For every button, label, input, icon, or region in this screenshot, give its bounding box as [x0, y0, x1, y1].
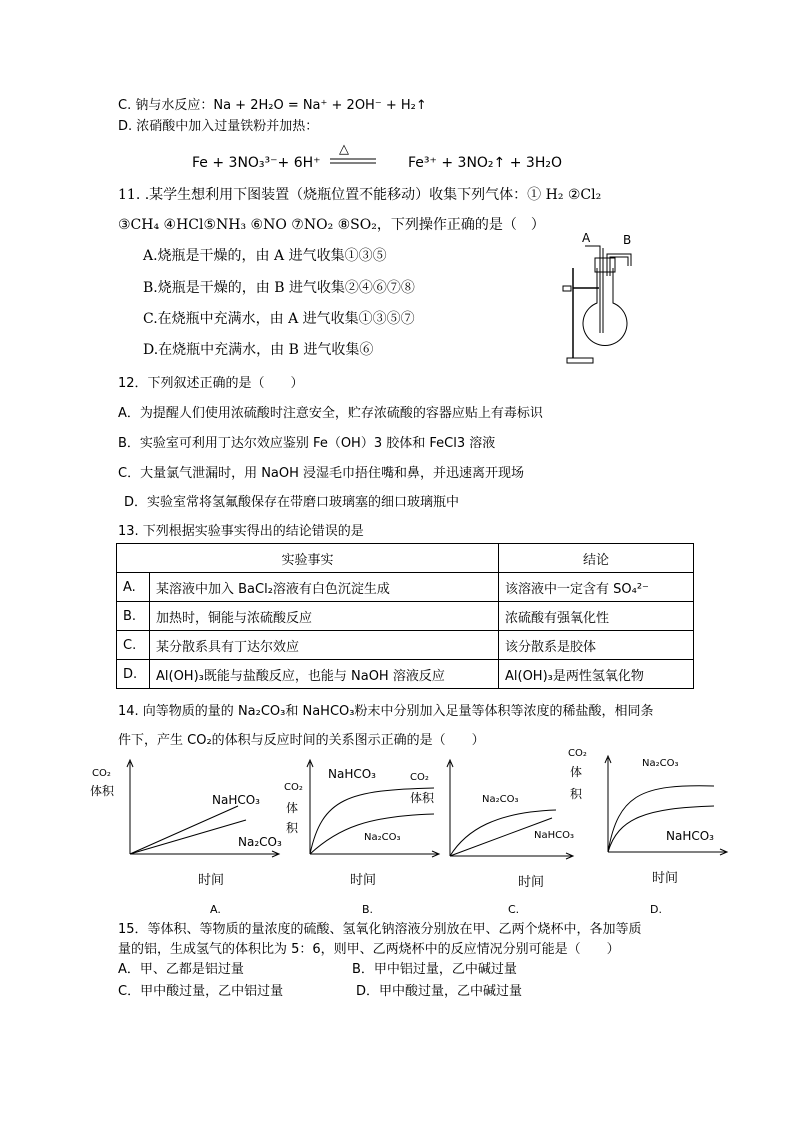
q10-equation-left: Fe + 3NO₃³⁻+ 6H⁺	[192, 155, 321, 171]
q11-stem-line2: ③CH₄ ④HCl⑤NH₃ ⑥NO ⑦NO₂ ⑧SO₂，下列操作正确的是（ ）	[118, 217, 545, 233]
graph-b-ylabel-3: 积	[286, 821, 299, 835]
graph-b-curve-lower: Na₂CO₃	[364, 832, 401, 843]
graph-a-xlabel: 时间	[198, 873, 225, 888]
row-conclusion: 该分散系是胶体	[499, 631, 694, 660]
q11-stem-line1: 11. .某学生想利用下图装置（烧瓶位置不能移动）收集下列气体：① H₂ ②Cl₂	[118, 187, 602, 203]
q13-table	[116, 543, 694, 689]
row-conclusion: 该溶液中一定含有 SO₄²⁻	[499, 573, 694, 602]
q10-option-d: D. 浓硝酸中加入过量铁粉并加热：	[118, 119, 319, 134]
table-row	[117, 660, 694, 689]
graph-c	[406, 758, 578, 923]
header-fact: 实验事实	[117, 544, 499, 573]
row-fact: 加热时，铜能与浓硫酸反应	[150, 602, 499, 631]
graph-b-ylabel-1: CO₂	[284, 782, 303, 793]
q12-stem: 12．下列叙述正确的是（ ）	[118, 376, 304, 391]
q11-option-b: B.烧瓶是干燥的，由 B 进气收集②④⑥⑦⑧	[143, 280, 415, 296]
table-header-row	[117, 544, 694, 573]
q12-option-a: A．为提醒人们使用浓硫酸时注意安全，贮存浓硫酸的容器应贴上有毒标识	[118, 406, 543, 421]
graph-c-letter: C.	[508, 903, 520, 916]
tube-label-b: B	[623, 233, 632, 247]
graph-d-letter: D.	[650, 903, 662, 916]
row-label: D.	[117, 660, 150, 689]
q10-equation-condition: △	[339, 142, 349, 157]
q14-stem-line1: 14. 向等物质的量的 Na₂CO₃和 NaHCO₃粉末中分别加入足量等体积等浓度的稀盐酸，相同条	[118, 704, 654, 719]
q12-option-c: C．大量氯气泄漏时，用 NaOH 浸湿毛巾捂住嘴和鼻，并迅速离开现场	[118, 466, 525, 481]
graph-c-ylabel-1: CO₂	[410, 772, 429, 783]
header-conclusion: 结论	[499, 544, 694, 573]
row-fact: 某分散系具有丁达尔效应	[150, 631, 499, 660]
graph-d-curve-lower: NaHCO₃	[666, 829, 714, 843]
row-fact: Al(OH)₃既能与盐酸反应，也能与 NaOH 溶液反应	[150, 660, 499, 689]
graph-d-curve-upper: Na₂CO₃	[642, 758, 679, 769]
graph-d-ylabel-2: 体	[570, 765, 583, 779]
graph-a-curve-lower: Na₂CO₃	[238, 835, 282, 849]
graph-b-letter: B.	[362, 903, 374, 916]
q11-option-c: C.在烧瓶中充满水，由 A 进气收集①③⑤⑦	[143, 311, 415, 327]
q13-stem: 13. 下列根据实验事实得出的结论错误的是	[118, 524, 364, 539]
graph-a-ylabel-1: CO₂	[92, 768, 111, 779]
graph-d-xlabel: 时间	[652, 871, 679, 886]
table-row	[117, 573, 694, 602]
row-label: B.	[117, 602, 150, 631]
q12-option-d: D．实验室常将氢氟酸保存在带磨口玻璃塞的细口玻璃瓶中	[124, 495, 460, 510]
flask-apparatus-figure	[555, 228, 645, 368]
table-row	[117, 631, 694, 660]
tube-label-a: A	[582, 231, 591, 245]
graph-b-xlabel: 时间	[350, 873, 377, 888]
graph-b-curve-upper: NaHCO₃	[328, 767, 376, 781]
q11-option-a: A.烧瓶是干燥的，由 A 进气收集①③⑤	[143, 248, 387, 264]
graph-c-xlabel: 时间	[518, 875, 545, 890]
row-label: C.	[117, 631, 150, 660]
q12-option-b: B．实验室可利用丁达尔效应鉴别 Fe（OH）3 胶体和 FeCl3 溶液	[118, 436, 496, 451]
q15-option-a: A．甲、乙都是铝过量	[118, 962, 244, 977]
graph-d-ylabel-3: 积	[570, 787, 583, 801]
row-conclusion: Al(OH)₃是两性氢氧化物	[499, 660, 694, 689]
graph-c-curve-lower: NaHCO₃	[534, 830, 574, 841]
graph-d	[562, 742, 732, 920]
row-label: A.	[117, 573, 150, 602]
graph-a-curve-upper: NaHCO₃	[212, 793, 260, 807]
table-row	[117, 602, 694, 631]
q10-equation-right: Fe³⁺ + 3NO₂↑ + 3H₂O	[408, 155, 562, 171]
graph-a-letter: A.	[210, 903, 221, 916]
graph-a	[88, 758, 284, 920]
row-conclusion: 浓硫酸有强氧化性	[499, 602, 694, 631]
graph-b-ylabel-2: 体	[286, 801, 299, 815]
q15-option-b: B．甲中铝过量，乙中碱过量	[352, 962, 517, 977]
graph-d-ylabel-1: CO₂	[568, 748, 587, 759]
q10-equation-arrow	[330, 157, 376, 165]
graph-a-ylabel-2: 体积	[90, 784, 115, 798]
q14-stem-line2: 件下，产生 CO₂的体积与反应时间的关系图示正确的是（ ）	[118, 733, 485, 748]
graph-c-curve-upper: Na₂CO₃	[482, 794, 519, 805]
q15-option-d: D．甲中酸过量，乙中碱过量	[356, 984, 523, 999]
q15-stem-line2: 量的铝，生成氢气的体积比为 5：6，则甲、乙两烧杯中的反应情况分别可能是（ ）	[118, 942, 620, 957]
q11-option-d: D.在烧瓶中充满水，由 B 进气收集⑥	[143, 342, 374, 358]
q15-stem-line1: 15．等体积、等物质的量浓度的硫酸、氢氧化钠溶液分别放在甲、乙两个烧杯中，各加等质	[118, 922, 642, 937]
q10-option-c: C. 钠与水反应：Na + 2H₂O = Na⁺ + 2OH⁻ + H₂↑	[118, 98, 427, 113]
q15-option-c: C．甲中酸过量，乙中铝过量	[118, 984, 284, 999]
graph-c-ylabel-2: 体积	[410, 791, 435, 805]
row-fact: 某溶液中加入 BaCl₂溶液有白色沉淀生成	[150, 573, 499, 602]
